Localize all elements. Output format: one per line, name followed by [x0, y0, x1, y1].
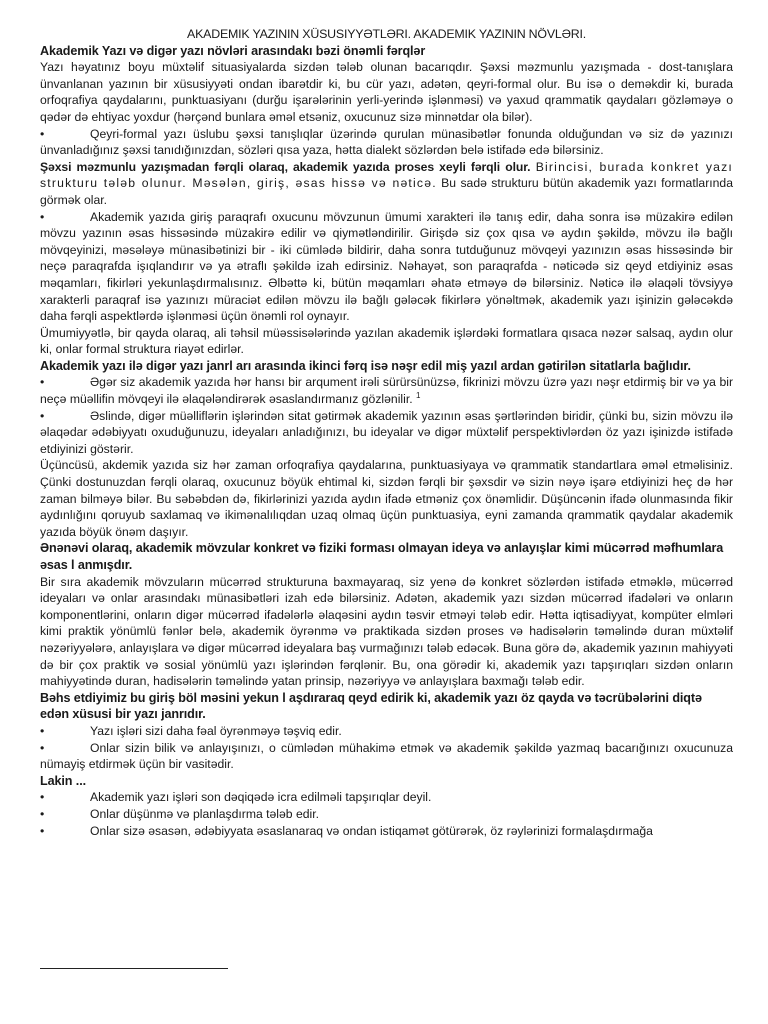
bullet-mark: •: [40, 126, 45, 141]
section-heading-3: Akademik yazı ilə digər yazı janrl arı arasında ikinci fərq isə nəşr edil miş yazıl ardan gətirilən sitatlarla bağlıdır.: [40, 358, 691, 373]
section-heading-6: Lakin ...: [40, 773, 86, 788]
list-item-text: Yazı işləri sizi daha fəal öyrənməyə təşviq edir.: [90, 723, 342, 738]
list-item: [40, 789, 733, 806]
bullet-paragraph-2: [40, 209, 733, 325]
bullet-text: Akademik yazıda giriş paraqrafı oxucunu mövzunun ümumi xarakteri ilə tanış edir, daha sonra isə müzakirə edilən mövzu yazının əsas hissəsində müzakirə edilir və qiymətləndirilir. Girişdə siz çox qısa və aydın şəkildə, mövzu ilə bağlı mövqeyinizi, məsələyə münasibətinizi bir - iki cümlədə bildirir, daha sonra tutduğunuz mövqeyi yazınızın əsas hissəsində bir neçə paraqrafda işıqlandırır və ya ətraflı şəkildə izah edirsiniz. Nəhayət, son paraqrafda - nəticədə siz qeyd etdiyiniz əsas məqamları, fikirləri yekunlaşdırmalısınız. Əlbəttə ki, bütün məqamları əhatə etməyə də bilərsiniz. Nəticə ilə əlaqəli tövsiyyə xarakterli paraqraf isə yazınızı müraciət edilən mövzu ilə bağlı gələcək fikirlərə yönəltmək, akademik yazı işinizin gələcəkdə daha fərqli aspektlərdə işlənməsi üçün önəmli rol oynayır.: [40, 209, 733, 324]
bullet-text: Əgər siz akademik yazıda hər hansı bir arqument irəli sürürsünüzsə, fikrinizi mövzu üzrə yazı nəşr etdirmiş bir və ya bir neçə müəllifin mövqeyi ilə əlaqələndirərək əsaslandırmanız gözlənilir.: [40, 375, 733, 407]
bullet-paragraph-1: [40, 126, 733, 159]
footnote-separator: [40, 968, 228, 969]
bullet-paragraph-4: [40, 408, 733, 458]
bullet-mark: •: [40, 723, 45, 738]
paragraph-2: [40, 159, 733, 209]
bullet-mark: •: [40, 209, 45, 224]
list-item: [40, 740, 733, 773]
section-heading-5: Bəhs etdiyimiz bu giriş böl məsini yekun l aşdıraraq qeyd edirik ki, akademik yazı öz qayda və təcrübələrini diqtə edən xüsusi bir yazı janrıdır.: [40, 690, 702, 722]
list-item: [40, 723, 733, 740]
paragraph-3: Ümumiyyətlə, bir qayda olaraq, ali təhsil müəssisələrində yazılan akademik işlərdəki formatlara qısaca nəzər salsaq, aydın olur ki, onlar formal struktura riayət edirlər.: [40, 325, 733, 357]
list-item: [40, 806, 733, 823]
list-item-text: Akademik yazı işləri son dəqiqədə icra edilməli tapşırıqlar deyil.: [90, 790, 432, 805]
bullet-mark: •: [40, 740, 45, 755]
structure-sentence-rest: Bu sadə strukturu bütün akademik yazı formatlarında görmək olar.: [40, 176, 733, 207]
section-heading-4: Ənənəvi olaraq, akademik mövzular konkret və fiziki forması olmayan ideya və anlayışlar kimi mücərrəd məfhumlara əsas l anmışdır.: [40, 541, 724, 572]
structure-sentence: Birincisi, burada konkret yazı strukturu tələb olunur. Məsələn, giriş, əsas hissə və nəticə.: [40, 159, 734, 191]
list-item-text: Onlar sizin bilik və anlayışınızı, o cümlədən mühakimə etmək və akademik şəkildə yazmaq bacarığınızı oxucunuza nümayiş etdirmək üçün bir vasitədir.: [40, 740, 733, 772]
paragraph-1: Yazı həyatınız boyu müxtəlif situasiyalarda sizdən tələb olunan bacarıqdır. Şəxsi məzmunlu yazışmada - dost-tanışlara ünvanlanan yazının bir xüsusiyyəti ondan ibarətdir ki, bu cür yazı, adətən, qeyri-formal olur. Bu isə o deməkdir ki, burada orfoqrafiya qaydalarını, punktuasiyanı (durğu işarələrinin yerli-yerində işlənməsi) və yaxud qrammatik qaydaları gözləməyə o qədər də ehtiyac yoxdur (hərçənd bunlara əməl etsəniz, oxucunuz sizə minnətdar ola bilər).: [40, 60, 733, 124]
paragraph-5: Bir sıra akademik mövzuların mücərrəd strukturuna baxmayaraq, siz yenə də konkret sözlərdən istifadə etməklə, mücərrəd ideyaları və onlar arasındakı münasibətləri izah edə bilərsiniz. Adətən, akademik yazı sizdən mücərrəd ifadələri və onların komponentlərini, onların digər mücərrəd ifadələrlə əlaqəsini aydın təsvir etməyi tələb edir. Hətta iqtisadiyyat, kompüter elmləri kimi praktik yönümlü fənlər belə, akademik öyrənmə və praktikada sizdən proses və hadisələrin təməlində duran müxtəlif nəzəriyyələrə, anlayışlara və digər mücərrəd ideyalara baş vurmağınızı tələb edəcək. Buna görə də, akademik yazının mahiyyəti də bir çox praktik və sosial yönümlü yazı işlərindən fərqlənir. Bu, ona görədir ki, akademik yazı tapşırıqları sizdən onların mahiyyətində duran, hadisələrin təməlində yatan prinsip, nəzəriyyə və anlayışlara baxmağı tələb edir.: [40, 574, 733, 689]
list-item-text: Onlar sizə əsasən, ədəbiyyata əsaslanaraq və ondan istiqamət götürərək, öz rəylərinizi formalaşdırmağa: [90, 823, 653, 838]
bullet-mark: •: [40, 790, 45, 805]
section-heading-1: Akademik Yazı və digər yazı növləri arasındakı bəzi önəmli fərqlər: [40, 43, 426, 58]
bullet-mark: •: [40, 806, 45, 821]
section-heading-2: Şəxsi məzmunlu yazışmadan fərqli olaraq, akademik yazıda proses xeyli fərqli olur.: [40, 159, 531, 174]
footnote-reference[interactable]: 1: [415, 391, 421, 400]
bullet-mark: •: [40, 375, 45, 390]
document-title: AKADEMIK YAZININ XÜSUSIYYƏTLƏRI. AKADEMIK YAZININ NÖVLƏRI.: [187, 27, 586, 41]
paragraph-4: Üçüncüsü, akdemik yazıda siz hər zaman orfoqrafiya qaydalarına, punktuasiyaya və qrammatik standartlara əməl etməlisiniz. Çünki dostunuzdan fərqli olaraq, oxucunuz böyük ehtimal ki, sizdən fərqli bir şəxsdir və sizin nəyə işarə etdiyinizi heç də hər zaman bilməyə bilər. Bu səbəbdən də, fikirlərinizi yazıda aydın ifadə etməniz çox önəmlidir. Düşüncənin ifadə olunmasında fikir aydınlığını qoruyub saxlamaq və ikimənalılıqdan uzaq olmaq üçün punktuasiya, eyni zamanda qrammatik qaydalar akademik yazıda böyük önəm daşıyır.: [40, 458, 733, 539]
bullet-mark: •: [40, 823, 45, 838]
bullet-paragraph-3: [40, 374, 733, 407]
list-item-text: Onlar düşünmə və planlaşdırma tələb edir.: [90, 806, 319, 821]
bullet-text: Əslində, digər müəlliflərin işlərindən sitat gətirmək akademik yazının əsas şərtlərindən biridir, çünki bu, sizin mövzu ilə əlaqədar ədəbiyyatı oxuduğunuzu, ideyaları anladığınızı, bu ideyalar və digər müxtəlif perspektivlərdən öz yazı işinizdə istifadə etdiyinizi göstərir.: [40, 408, 733, 456]
list-item: [40, 823, 733, 840]
document-body: [40, 26, 733, 839]
bullet-mark: •: [40, 408, 45, 423]
bullet-text: Qeyri-formal yazı üslubu şəxsi tanışlıqlar üzərində qurulan münasibətlər fonunda olduğundan və siz də yazınızı ünvanladığınız şəxsi tanıdığınızdan, sözləri qısa yaza, hətta dialekt sözlərdən belə istifadə edə bilərsiniz.: [40, 126, 733, 158]
